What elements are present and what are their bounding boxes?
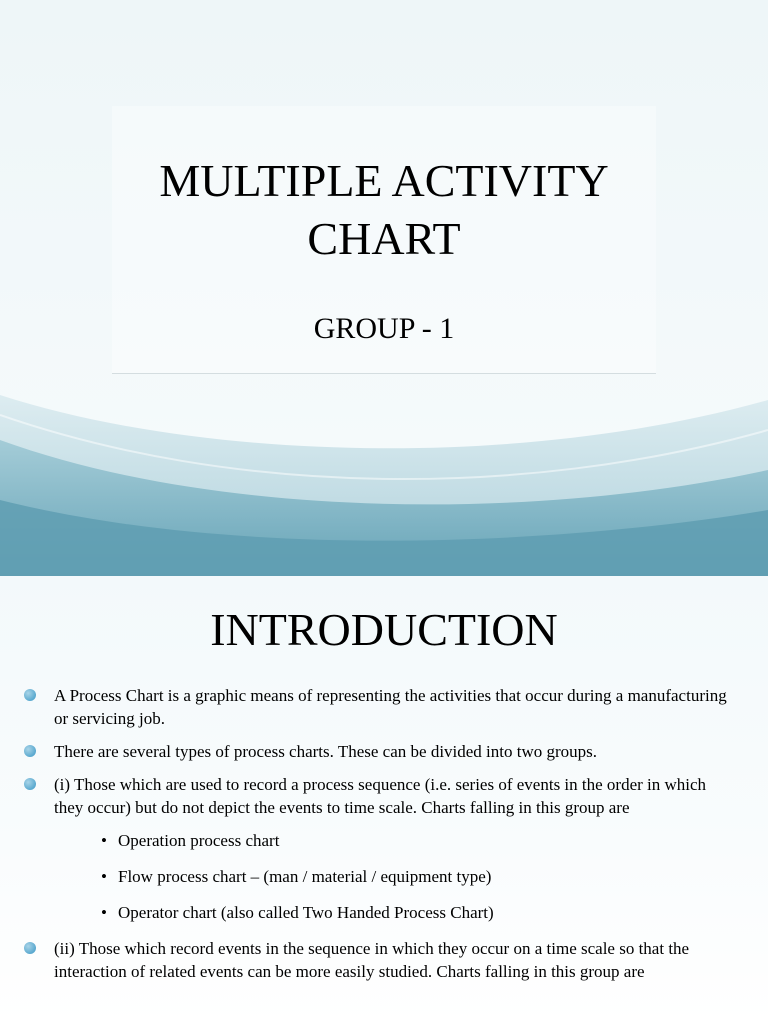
sub-bullet-item: [0, 901, 768, 924]
bullet-item: [0, 937, 768, 983]
sub-bullet-dot-icon: •: [101, 867, 107, 886]
sub-bullet-dot-icon: •: [101, 903, 107, 922]
slide-heading: INTRODUCTION: [210, 604, 558, 655]
bullet-text: (i) Those which are used to record a process sequence (i.e. series of events in the order in which they occur) but do not depict the events to time scale. Charts falling in this group are: [54, 775, 707, 817]
sub-bullet-item: [0, 829, 768, 852]
sub-bullet-group: [0, 829, 768, 924]
sub-bullet-text: Operation process chart: [118, 831, 280, 850]
bullet-text: (ii) Those which record events in the sequence in which they occur on a time scale so that the interaction of related events can be more easily studied. Charts falling in this group are: [54, 939, 690, 981]
slide-title: [112, 152, 656, 268]
title-line-2: CHART: [307, 213, 461, 264]
sub-bullet-text: Operator chart (also called Two Handed Process Chart): [118, 903, 494, 922]
introduction-slide: [0, 576, 768, 1024]
bullet-dot-icon: [24, 942, 36, 954]
bullet-item: [0, 773, 768, 819]
sub-bullet-list: [0, 829, 768, 924]
bullet-dot-icon: [24, 745, 36, 757]
bullet-text: There are several types of process charts. These can be divided into two groups.: [54, 742, 598, 761]
bullet-list: [0, 684, 768, 993]
bullet-text: A Process Chart is a graphic means of representing the activities that occur during a manufacturing or servicing job.: [54, 686, 727, 728]
bullet-item: [0, 684, 768, 730]
sub-bullet-item: [0, 865, 768, 888]
bullet-dot-icon: [24, 689, 36, 701]
slide-subtitle: GROUP - 1: [313, 312, 455, 345]
bullet-item: [0, 740, 768, 763]
sub-bullet-dot-icon: •: [101, 831, 107, 850]
bullet-dot-icon: [24, 778, 36, 790]
sub-bullet-text: Flow process chart – (man / material / equipment type): [118, 867, 492, 886]
title-line-1: MULTIPLE ACTIVITY: [159, 155, 609, 206]
